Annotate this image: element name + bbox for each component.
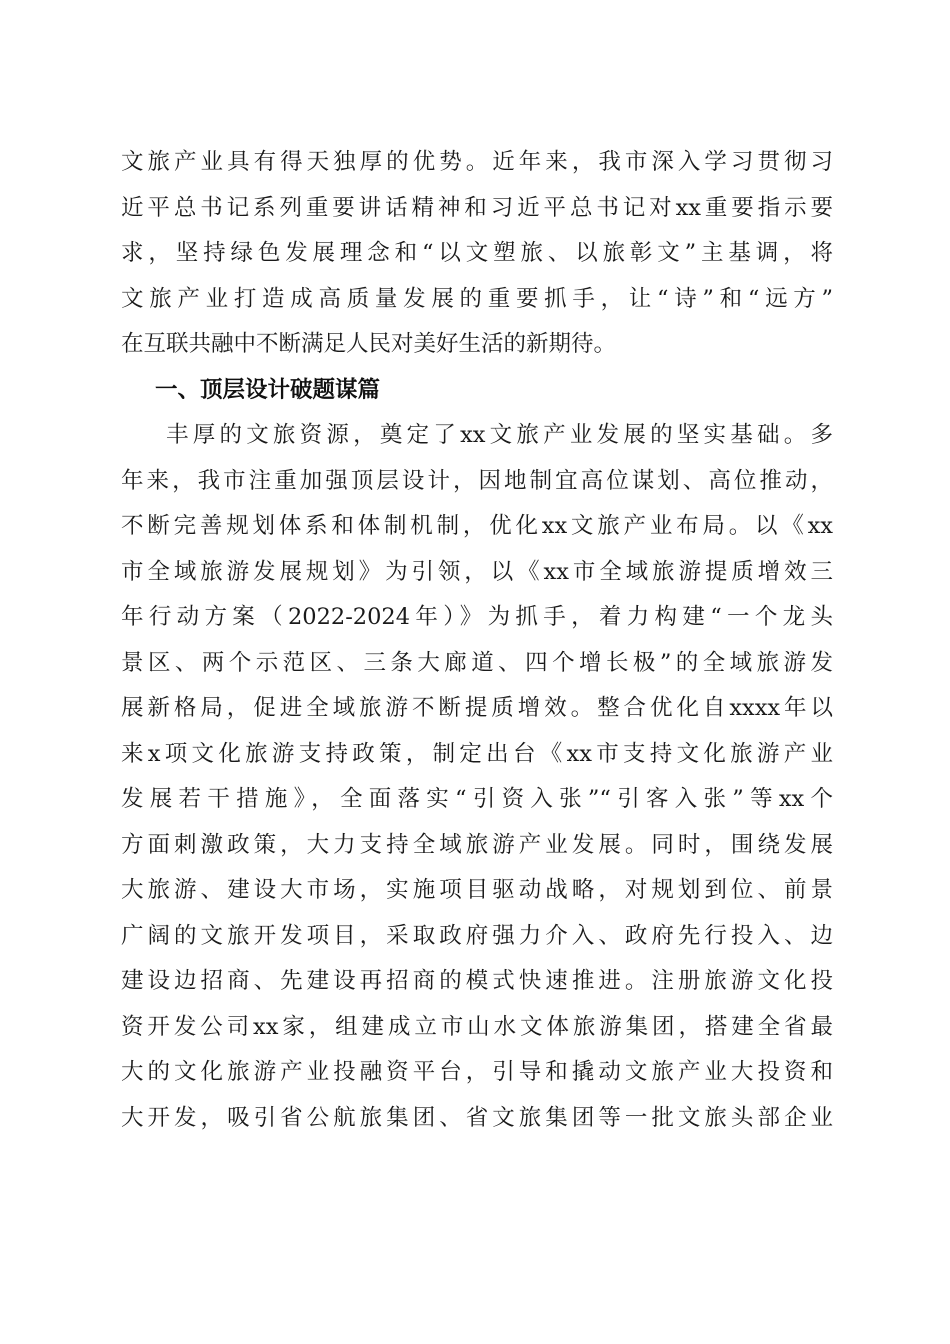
intro-line: 在互联共融中不断满足人民对美好生活的新期待。 [121, 331, 617, 357]
body-line: 大旅游、建设大市场，实施项目驱动战略，对规划到位、前景 [121, 877, 833, 903]
intro-line: 求，坚持绿色发展理念和“以文塑旅、以旅彰文”主基调，将 [121, 240, 833, 266]
body-line: 来x项文化旅游支持政策，制定出台《xx市支持文化旅游产业 [121, 740, 833, 767]
body-line: 发展若干措施》，全面落实“引资入张”“引客入张”等xx个 [121, 786, 833, 812]
intro-line: 近平总书记系列重要讲话精神和习近平总书记对xx重要指示要 [121, 194, 833, 221]
body-line: 景区、两个示范区、三条大廊道、四个增长极”的全域旅游发 [121, 649, 833, 676]
body-line: 展新格局，促进全域旅游不断提质增效。整合优化自xxxx年以 [121, 695, 833, 721]
body-line: 市全域旅游发展规划》为引领，以《xx市全域旅游提质增效三 [121, 558, 833, 585]
section-heading: 一、顶层设计破题谋篇 [155, 376, 381, 403]
intro-line: 文旅产业打造成高质量发展的重要抓手，让“诗”和“远方” [121, 285, 833, 312]
body-line: 大开发，吸引省公航旅集团、省文旅集团等一批文旅头部企业 [121, 1104, 833, 1131]
body-line: 年来，我市注重加强顶层设计，因地制宜高位谋划、高位推动， [121, 467, 833, 494]
body-line: 丰厚的文旅资源，奠定了xx文旅产业发展的坚实基础。多 [166, 422, 833, 448]
body-line: 广阔的文旅开发项目，采取政府强力介入、政府先行投入、边 [121, 922, 833, 949]
body-line: 大的文化旅游产业投融资平台，引导和撬动文旅产业大投资和 [121, 1059, 833, 1085]
document-body [121, 140, 833, 1141]
intro-line: 文旅产业具有得天独厚的优势。近年来，我市深入学习贯彻习 [121, 149, 833, 175]
body-line: 方面刺激政策，大力支持全域旅游产业发展。同时，围绕发展 [121, 831, 833, 858]
body-line: 资开发公司xx家，组建成立市山水文体旅游集团，搭建全省最 [121, 1013, 833, 1040]
body-line: 不断完善规划体系和体制机制，优化xx文旅产业布局。以《xx [121, 513, 833, 539]
body-line: 年行动方案（2022-2024年）》为抓手，着力构建“一个龙头 [121, 604, 833, 630]
body-line: 建设边招商、先建设再招商的模式快速推进。注册旅游文化投 [121, 968, 833, 994]
